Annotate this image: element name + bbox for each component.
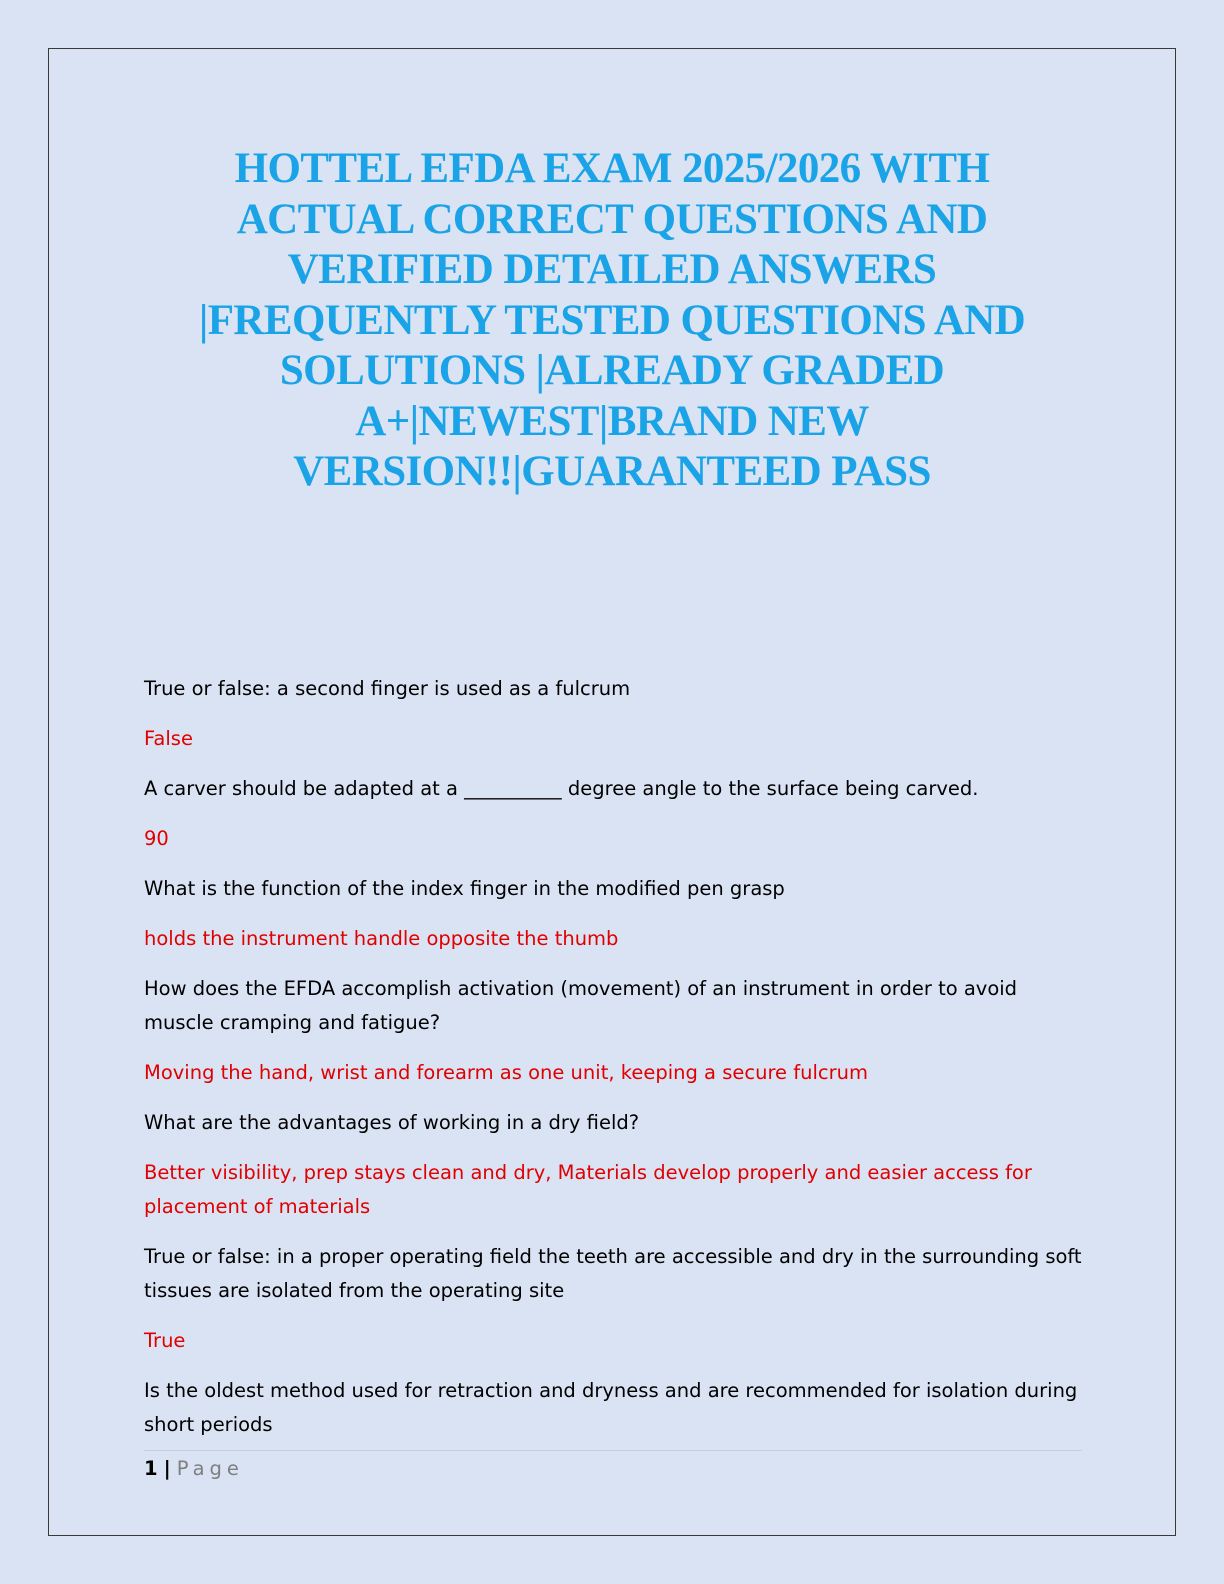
answer-text: True bbox=[144, 1329, 186, 1352]
question-text: Is the oldest method used for retraction and dryness and are recommended for isolation during short periods bbox=[144, 1379, 1078, 1436]
question-text: True or false: a second finger is used as a fulcrum bbox=[144, 677, 631, 700]
answer-text: holds the instrument handle opposite the thumb bbox=[144, 927, 619, 950]
title-line: |FREQUENTLY TESTED QUESTIONS AND bbox=[198, 296, 1026, 344]
question-text: A carver should be adapted at a __________ degree angle to the surface being carved. bbox=[144, 777, 979, 800]
document-title bbox=[150, 144, 1074, 498]
title-line: SOLUTIONS |ALREADY GRADED bbox=[279, 347, 945, 394]
answer-text: 90 bbox=[144, 827, 169, 850]
answer-text: False bbox=[144, 727, 193, 750]
page-number: 1 bbox=[144, 1457, 158, 1480]
title-line: ACTUAL CORRECT QUESTIONS AND bbox=[236, 195, 988, 243]
question-answer-list bbox=[144, 672, 1082, 1458]
footer-separator: | bbox=[163, 1457, 171, 1480]
title-line: VERIFIED DETAILED ANSWERS bbox=[287, 246, 937, 293]
title-line: VERSION!!|GUARANTEED PASS bbox=[293, 448, 931, 495]
question-text: What are the advantages of working in a dry field? bbox=[144, 1111, 640, 1134]
page-label: Page bbox=[176, 1457, 244, 1480]
footer-divider bbox=[144, 1450, 1082, 1451]
title-line: A+|NEWEST|BRAND NEW bbox=[355, 397, 869, 445]
question-text: True or false: in a proper operating field the teeth are accessible and dry in the surrounding soft tissues are isolated from the operating site bbox=[144, 1245, 1082, 1302]
answer-text: Moving the hand, wrist and forearm as one unit, keeping a secure fulcrum bbox=[144, 1061, 868, 1084]
answer-text: Better visibility, prep stays clean and dry, Materials develop properly and easier access for placement of materials bbox=[144, 1161, 1032, 1218]
question-text: What is the function of the index finger in the modified pen grasp bbox=[144, 877, 785, 900]
page-footer bbox=[144, 1454, 244, 1484]
question-text: How does the EFDA accomplish activation (movement) of an instrument in order to avoid muscle cramping and fatigue? bbox=[144, 977, 1018, 1034]
title-line: HOTTEL EFDA EXAM 2025/2026 WITH bbox=[234, 145, 990, 192]
